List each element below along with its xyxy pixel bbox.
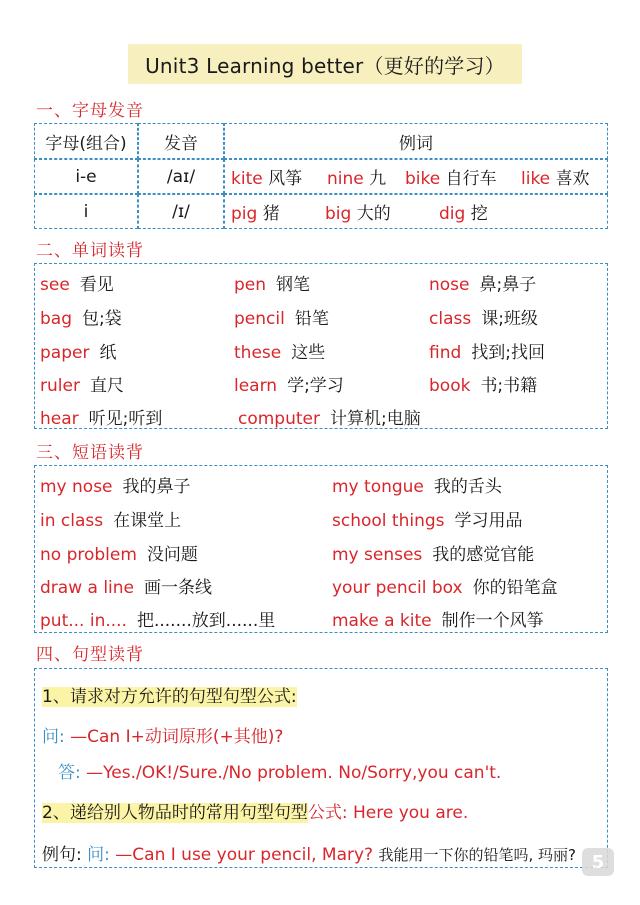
example-en: big (325, 204, 352, 224)
section-heading-phrases: 三、短语读背 (36, 443, 144, 463)
word-item: nose 鼻;鼻子 (429, 275, 537, 295)
phrase-item: my senses 我的感觉官能 (332, 545, 535, 565)
header-sound: 发音 (138, 123, 224, 159)
phrase-item: make a kite 制作一个风筝 (332, 611, 544, 631)
example-en: bike (405, 169, 441, 189)
row2-sound: /ɪ/ (138, 194, 224, 229)
phrase-item: put... in.... 把.......放到......里 (40, 611, 276, 631)
example-cn: 自行车 (445, 169, 497, 189)
word-item: hear 听见;听到 (40, 409, 163, 429)
phrase-item: in class 在课堂上 (40, 511, 182, 531)
watermark-logo-icon: 5 (582, 848, 614, 876)
word-item: ruler 直尺 (40, 376, 124, 396)
section-heading-words: 二、单词读背 (36, 241, 144, 261)
word-item: book 书;书籍 (429, 376, 538, 396)
header-examples: 例词 (224, 123, 608, 159)
word-item: paper 纸 (40, 343, 117, 363)
row1-sound: /aɪ/ (138, 159, 224, 194)
word-item: find 找到;找回 (429, 343, 546, 363)
example-en: dig (439, 204, 466, 224)
word-item: class 课;班级 (429, 309, 538, 329)
row1-examples (224, 159, 608, 194)
answer-line: 答: —Yes./OK!/Sure./No problem. No/Sorry,you can't. (58, 763, 502, 783)
row2-letters: i (34, 194, 138, 229)
phonics-table (34, 123, 608, 229)
header-letters: 字母(组合) (34, 123, 138, 159)
pattern-1-title: 1、请求对方允许的句型句型公式: (42, 687, 297, 707)
section-heading-phonics: 一、字母发音 (36, 101, 144, 121)
example-en: nine (327, 169, 364, 189)
example-cn: 喜欢 (555, 169, 590, 189)
row1-letters: i-e (34, 159, 138, 194)
pattern-2-title: 2、递给别人物品时的常用句型句型公式: Here you are. (42, 803, 469, 823)
word-item: computer 计算机;电脑 (238, 409, 421, 429)
phrase-item: your pencil box 你的铅笔盒 (332, 578, 558, 598)
word-item: pencil 铅笔 (234, 309, 329, 329)
phrase-item: no problem 没问题 (40, 545, 198, 565)
word-item: learn 学;学习 (234, 376, 344, 396)
example-cn: 猪 (262, 204, 280, 224)
phrase-item: school things 学习用品 (332, 511, 523, 531)
example-cn: 大的 (356, 204, 391, 224)
phrase-item: draw a line 画一条线 (40, 578, 213, 598)
example-cn: 挖 (470, 204, 488, 224)
phrase-item: my tongue 我的舌头 (332, 477, 502, 497)
example-sentence: 例句: 问: —Can I use your pencil, Mary? 我能用一下你的铅笔吗, 玛丽? (42, 845, 576, 865)
section-heading-sentences: 四、句型读背 (36, 645, 144, 665)
question-line: 问: —Can I+动词原形(+其他)? (42, 727, 284, 747)
phrase-item: my nose 我的鼻子 (40, 477, 191, 497)
row2-examples (224, 194, 608, 229)
example-cn: 风筝 (268, 169, 303, 189)
word-item: pen 钢笔 (234, 275, 311, 295)
example-en: pig (231, 204, 258, 224)
example-cn: 九 (369, 169, 387, 189)
word-item: see 看见 (40, 275, 114, 295)
example-en: kite (231, 169, 263, 189)
example-en: like (521, 169, 551, 189)
page-title: Unit3 Learning better（更好的学习） (128, 44, 522, 84)
word-item: these 这些 (234, 343, 326, 363)
word-item: bag 包;袋 (40, 309, 122, 329)
